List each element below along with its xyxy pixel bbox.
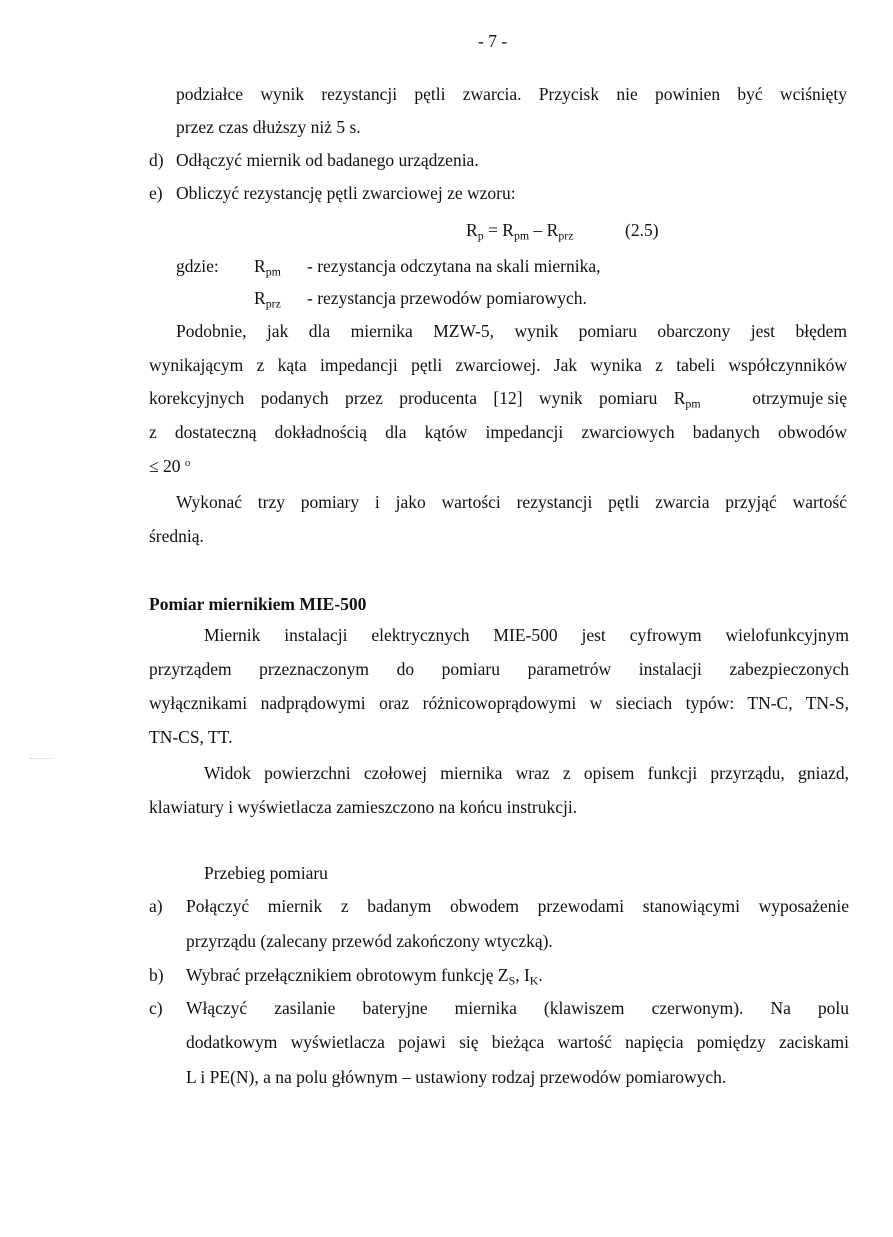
ik-subscript: K — [529, 973, 539, 988]
paragraph-line: wyłącznikami nadprądowymi oraz różnicowoprądowymi w sieciach typów: TN-C, TN-S, — [149, 693, 849, 713]
where-desc-rpm: - rezystancja odczytana na skali miernika, — [307, 256, 601, 276]
formula-term1-subscript: pm — [513, 228, 530, 243]
paragraph-line: przyrządem przeznaczonym do pomiaru parametrów instalacji zabezpieczonych — [149, 659, 849, 679]
step-a-line: przyrządu (zalecany przewód zakończony wtyczką). — [186, 931, 553, 951]
paragraph-line: Wykonać trzy pomiary i jako wartości rezystancji pętli zwarcia przyjąć wartość — [176, 492, 847, 512]
step-b-line: Wybrać przełącznikiem obrotowym funkcję $Z_S$, $I_K$. — [186, 965, 543, 988]
page-number: - 7 - — [478, 31, 508, 51]
list-marker-e: e) — [149, 183, 163, 203]
formula-term2-subscript: prz — [558, 228, 574, 243]
paragraph-line: korekcyjnych podanych przez producenta [12] wynik pomiaru R $_{pm}$ otrzymuje się — [149, 388, 847, 411]
degree-superscript: o — [184, 457, 191, 470]
scan-mark — [30, 758, 52, 760]
formula-2-5 — [466, 219, 574, 241]
where-label: gdzie: — [176, 256, 219, 276]
formula-lhs: R — [466, 220, 478, 240]
paragraph-line: klawiatury i wyświetlacza zamieszczono na końcu instrukcji. — [149, 797, 578, 817]
step-c-line: dodatkowym wyświetlacza pojawi się bieżąca wartość napięcia pomiędzy zaciskami — [186, 1032, 849, 1052]
list-marker-b: b) — [149, 965, 164, 985]
step-d-text: Odłączyć miernik od badanego urządzenia. — [176, 150, 479, 170]
list-marker-d: d) — [149, 150, 164, 170]
continued-text-line: przez czas dłuższy niż 5 s. — [176, 117, 361, 137]
zs-subscript: S — [508, 973, 516, 988]
step-a-line: Połączyć miernik z badanym obwodem przewodami stanowiącymi wyposażenie — [186, 896, 849, 916]
list-marker-c: c) — [149, 998, 163, 1018]
where-desc-rprz: - rezystancja przewodów pomiarowych. — [307, 288, 587, 308]
list-marker-a: a) — [149, 896, 163, 916]
section-heading: Pomiar miernikiem MIE-500 — [149, 594, 367, 614]
formula-lhs-subscript: p — [477, 228, 484, 243]
formula-minus: – — [533, 220, 543, 240]
formula-term2: R — [546, 220, 559, 240]
step-c-line: L i PE(N), a na polu głównym – ustawiony rodzaj przewodów pomiarowych. — [186, 1067, 727, 1087]
where-symbol-rpm: $R_{pm}$ — [254, 256, 281, 279]
paragraph-line: Widok powierzchni czołowej miernika wraz z opisem funkcji przyrządu, gniazd, — [204, 763, 849, 783]
step-e-text: Obliczyć rezystancję pętli zwarciowej ze wzoru: — [176, 183, 516, 203]
where-symbol-rpm-subscript: pm — [265, 264, 281, 279]
rpm-subscript: pm — [685, 396, 701, 411]
paragraph-line: Podobnie, jak dla miernika MZW-5, wynik pomiaru obarczony jest błędem — [176, 321, 847, 341]
formula-term1: R — [502, 220, 514, 240]
step-c-line: Włączyć zasilanie bateryjne miernika (klawiszem czerwonym). Na polu — [186, 998, 849, 1018]
paragraph-line: średnią. — [149, 526, 204, 546]
where-symbol-rprz-subscript: prz — [265, 296, 281, 311]
formula-equals: = — [488, 220, 498, 240]
formula-number: (2.5) — [625, 220, 659, 240]
paragraph-line: wynikającym z kąta impedancji pętli zwarciowej. Jak wynika z tabeli współczynników — [149, 355, 847, 375]
paragraph-line: TN-CS, TT. — [149, 727, 233, 747]
paragraph-line: ≤ 20 $^o$ — [149, 456, 191, 476]
paragraph-line: z dostateczną dokładnością dla kątów impedancji zwarciowych badanych obwodów — [149, 422, 847, 442]
continued-text-line: podziałce wynik rezystancji pętli zwarcia. Przycisk nie powinien być wciśnięty — [176, 84, 847, 104]
where-symbol-rprz: $R_{prz}$ — [254, 288, 281, 311]
procedure-title: Przebieg pomiaru — [204, 863, 328, 883]
paragraph-line: Miernik instalacji elektrycznych MIE-500 jest cyfrowym wielofunkcyjnym — [204, 625, 849, 645]
